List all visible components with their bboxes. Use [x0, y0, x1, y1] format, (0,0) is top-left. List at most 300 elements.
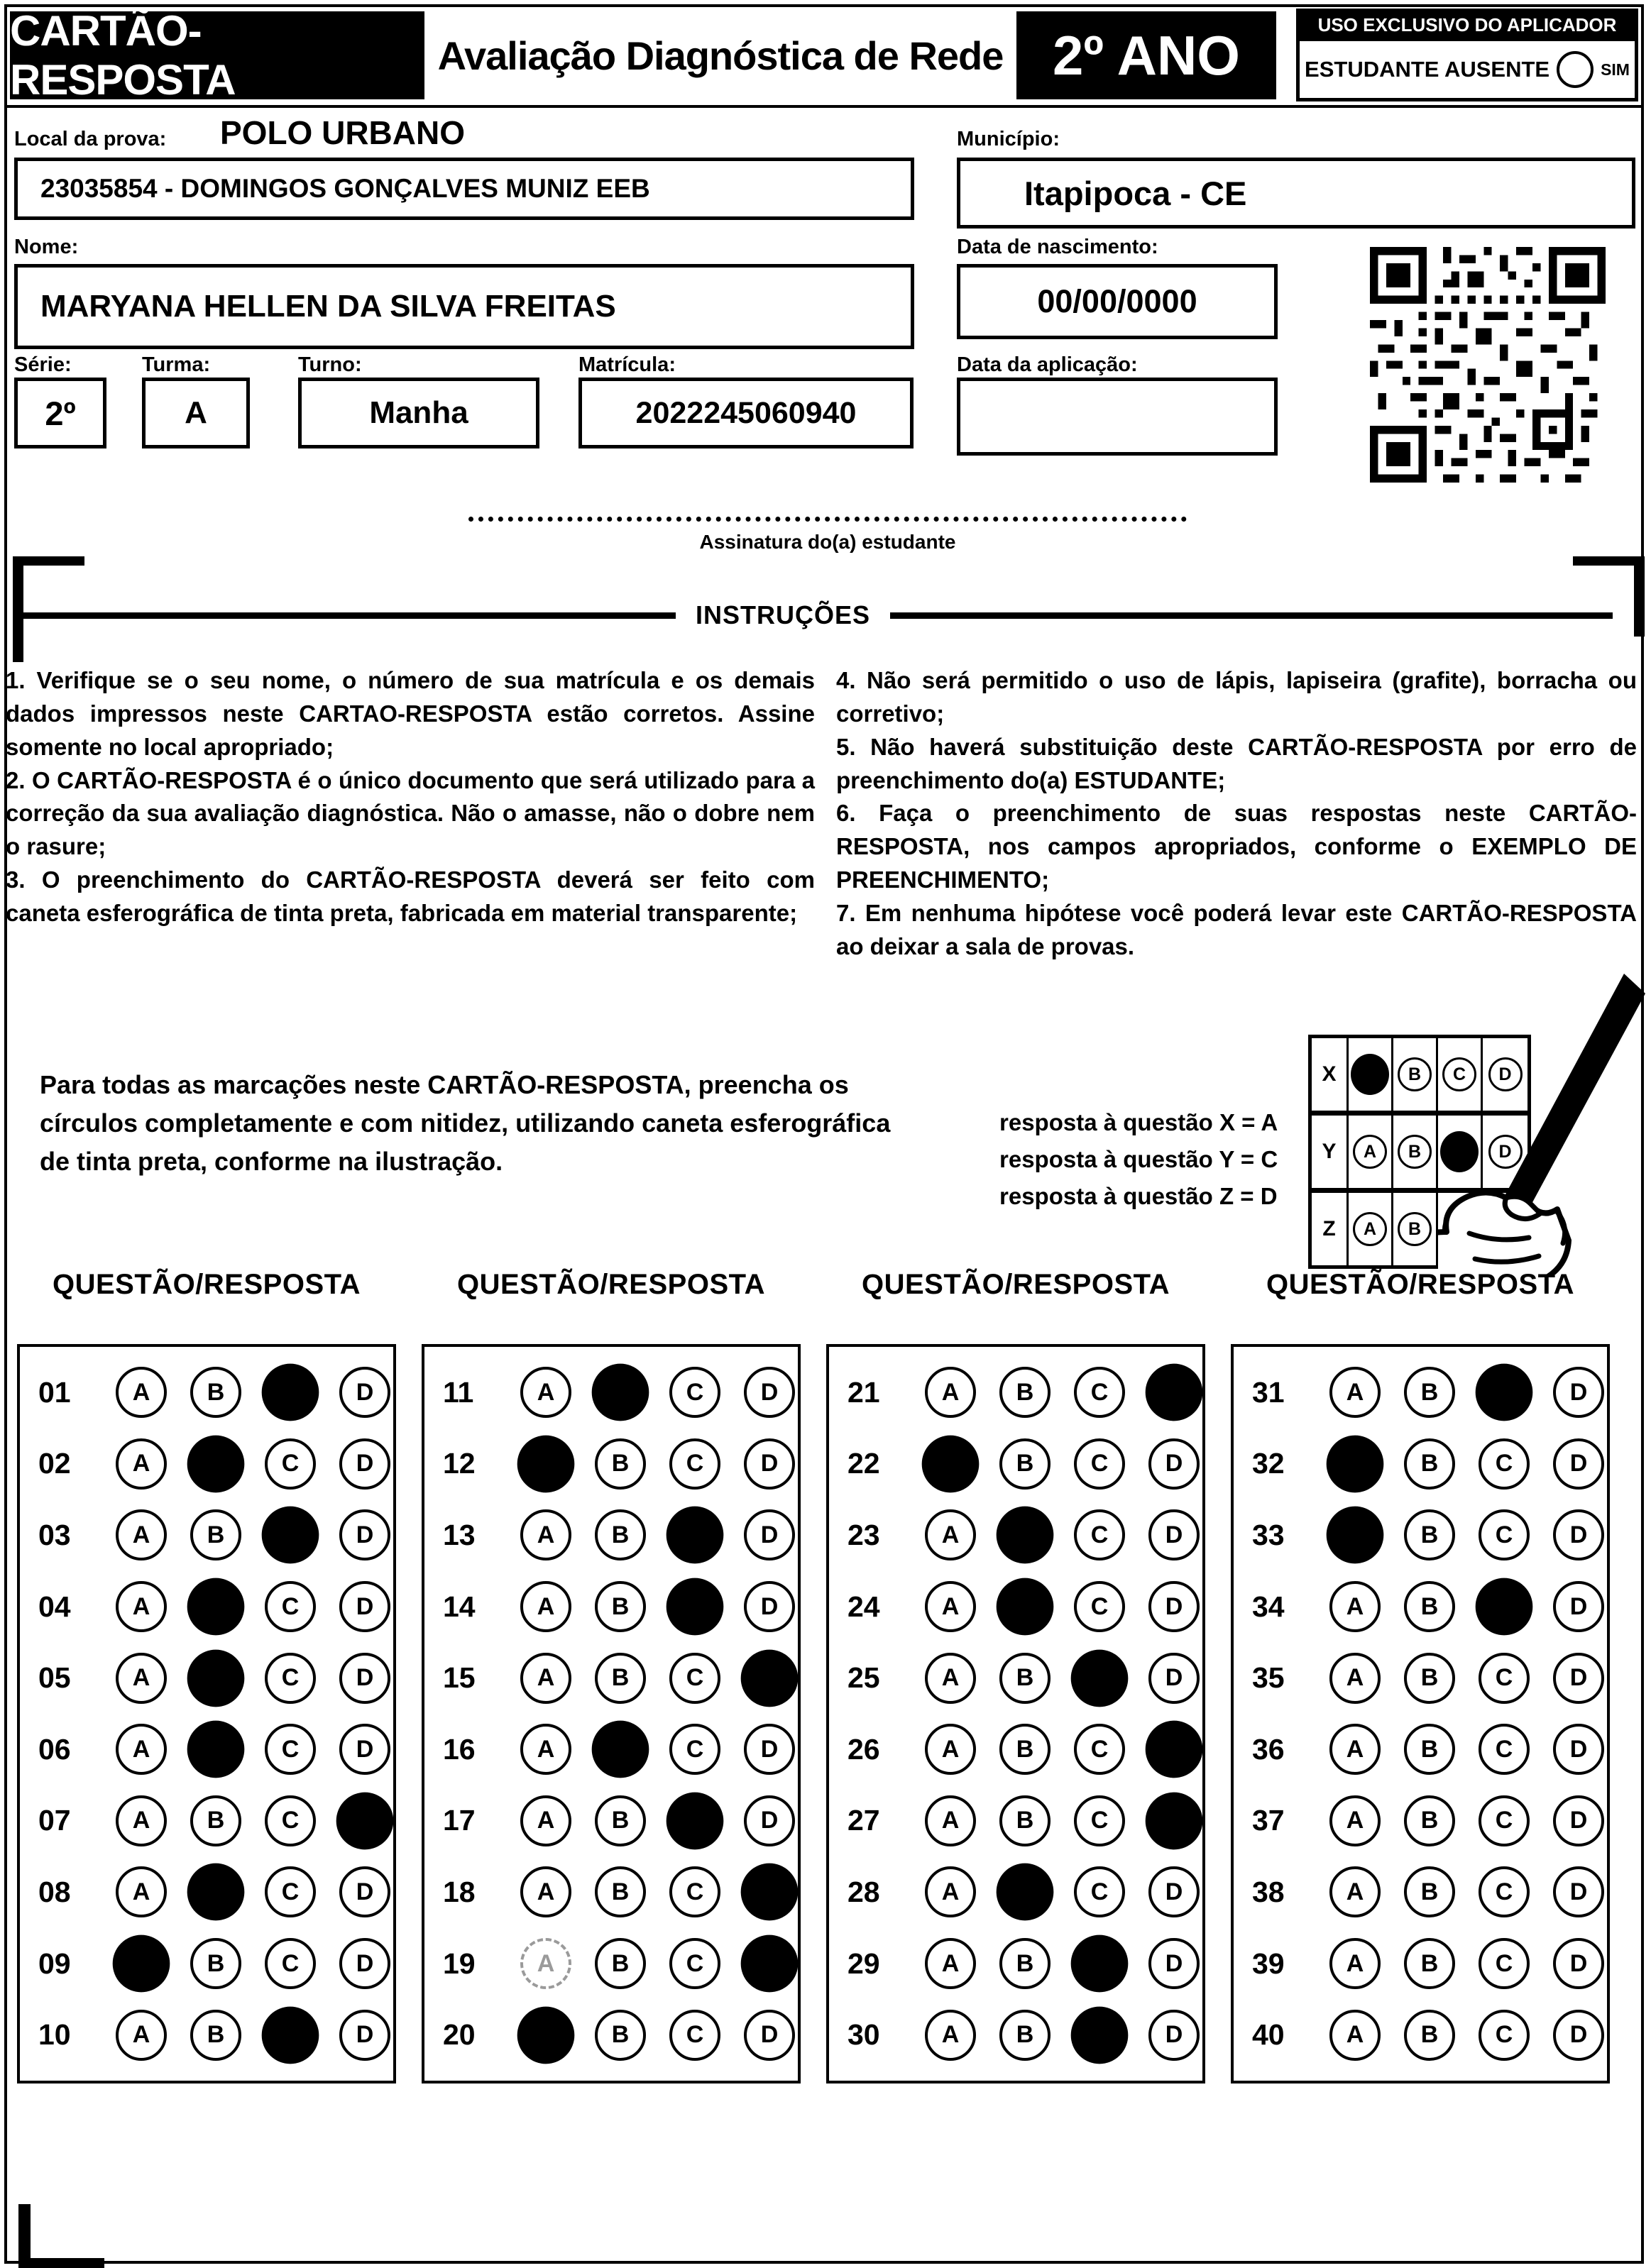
bubble-q20-d[interactable]: D: [744, 2010, 795, 2061]
bubble-q34-b[interactable]: B: [1404, 1581, 1455, 1632]
bubble-q19-a[interactable]: A: [520, 1938, 571, 1989]
bubble-q13-c[interactable]: [667, 1507, 724, 1564]
answer-row-34: [1234, 1581, 1607, 1632]
bubble-q23-a[interactable]: A: [925, 1509, 976, 1560]
bubble-q29-c[interactable]: [1071, 1935, 1129, 1993]
bubble-q24-a[interactable]: A: [925, 1581, 976, 1632]
example-bubble-x-a: [1351, 1054, 1389, 1095]
question-number: 01: [38, 1375, 71, 1409]
instruction-item: 5. Não haverá substituição deste CARTÃO-RESPOSTA por erro de preenchimento do(a) ESTUDANTE;: [836, 733, 1637, 793]
question-number: 31: [1252, 1375, 1285, 1409]
answer-grid-box: [1231, 1344, 1610, 2083]
bubble-q23-c[interactable]: C: [1074, 1509, 1125, 1560]
bubble-q20-a[interactable]: [517, 2006, 575, 2064]
answer-row-24: [829, 1581, 1202, 1632]
bubble-q07-a[interactable]: A: [116, 1795, 167, 1846]
application-date-field: [957, 378, 1278, 456]
answer-row-35: [1234, 1653, 1607, 1704]
bubble-q06-c[interactable]: C: [265, 1724, 316, 1775]
question-number: 35: [1252, 1661, 1285, 1695]
bubble-q14-c[interactable]: [667, 1578, 724, 1636]
answer-row-27: [829, 1795, 1202, 1846]
bubble-q02-a[interactable]: A: [116, 1438, 167, 1490]
applicator-box-title: USO EXCLUSIVO DO APLICADOR: [1296, 9, 1638, 41]
bubble-q22-b[interactable]: B: [999, 1438, 1051, 1490]
question-number: 22: [848, 1447, 880, 1480]
bubble-q33-b[interactable]: B: [1404, 1509, 1455, 1560]
instruction-item: 3. O preenchimento do CARTÃO-RESPOSTA deverá ser feito com caneta esferográfica de tinta preta, fabricada em material transparente;: [6, 866, 815, 927]
example-paragraph: Para todas as marcações neste CARTÃO-RESPOSTA, preencha os círculos completamente e com nitidez, utilizando caneta esferográfica de tinta preta, conforme na ilustração.: [40, 1070, 891, 1176]
question-number: 29: [848, 1947, 880, 1980]
bubble-q25-a[interactable]: A: [925, 1653, 976, 1704]
question-number: 30: [848, 2018, 880, 2052]
bubble-q39-d[interactable]: D: [1553, 1938, 1604, 1989]
question-number: 18: [443, 1875, 476, 1908]
bubble-q30-b[interactable]: B: [999, 2010, 1051, 2061]
bubble-q23-b[interactable]: [997, 1507, 1054, 1564]
bubble-q02-c[interactable]: C: [265, 1438, 316, 1490]
answer-row-17: [424, 1795, 798, 1846]
instruction-item: 4. Não será permitido o uso de lápis, lapiseira (grafite), borracha ou corretivo;: [836, 667, 1637, 727]
bubble-q06-a[interactable]: A: [116, 1724, 167, 1775]
bubble-q17-a[interactable]: A: [520, 1795, 571, 1846]
bubble-q08-c[interactable]: C: [265, 1866, 316, 1917]
bubble-q03-a[interactable]: A: [116, 1509, 167, 1560]
bubble-q17-b[interactable]: B: [595, 1795, 646, 1846]
bubble-q16-a[interactable]: A: [520, 1724, 571, 1775]
instructions-rule-left: [20, 612, 676, 619]
bubble-q28-b[interactable]: [997, 1864, 1054, 1921]
bubble-q30-c[interactable]: [1071, 2006, 1129, 2064]
bubble-q40-b[interactable]: B: [1404, 2010, 1455, 2061]
questao-resposta-header: QUESTÃO/RESPOSTA: [1266, 1269, 1574, 1300]
bubble-q28-a[interactable]: A: [925, 1866, 976, 1917]
answer-row-30: [829, 2010, 1202, 2061]
bubble-q26-b[interactable]: B: [999, 1724, 1051, 1775]
questao-resposta-header: QUESTÃO/RESPOSTA: [862, 1269, 1170, 1300]
bubble-q06-d[interactable]: D: [339, 1724, 390, 1775]
bubble-q18-c[interactable]: C: [669, 1866, 720, 1917]
bubble-q18-a[interactable]: A: [520, 1866, 571, 1917]
bubble-q25-b[interactable]: B: [999, 1653, 1051, 1704]
answer-row-10: [20, 2010, 393, 2061]
legend-line: resposta à questão Z = D: [999, 1183, 1278, 1210]
bubble-q37-c[interactable]: C: [1479, 1795, 1530, 1846]
bubble-q35-b[interactable]: B: [1404, 1653, 1455, 1704]
bubble-q05-b[interactable]: [187, 1649, 245, 1707]
turma-label: Turma:: [142, 353, 211, 376]
instruction-item: 7. Em nenhuma hipótese você poderá levar este CARTÃO-RESPOSTA ao deixar a sala de provas.: [836, 900, 1637, 959]
applicator-box-body: [1296, 41, 1638, 101]
municipio-field: Itapipoca - CE: [957, 158, 1635, 229]
bubble-q29-a[interactable]: A: [925, 1938, 976, 1989]
bubble-q12-a[interactable]: [517, 1436, 575, 1493]
bubble-q22-a[interactable]: [922, 1436, 980, 1493]
answer-row-14: [424, 1581, 798, 1632]
bubble-q25-c[interactable]: [1071, 1649, 1129, 1707]
grade-badge: 2º ANO: [1016, 11, 1276, 99]
example-bubble-x-c: C: [1442, 1057, 1476, 1091]
bubble-q10-c[interactable]: [262, 2006, 319, 2064]
bubble-q17-d[interactable]: D: [744, 1795, 795, 1846]
bubble-q36-a[interactable]: A: [1329, 1724, 1381, 1775]
bubble-q13-b[interactable]: B: [595, 1509, 646, 1560]
bubble-q39-b[interactable]: B: [1404, 1938, 1455, 1989]
question-number: 15: [443, 1661, 476, 1695]
question-number: 38: [1252, 1875, 1285, 1908]
turma-field: A: [142, 378, 250, 448]
bubble-q04-d[interactable]: D: [339, 1581, 390, 1632]
question-number: 24: [848, 1590, 880, 1623]
bubble-q09-c[interactable]: C: [265, 1938, 316, 1989]
question-number: 17: [443, 1804, 476, 1837]
question-number: 05: [38, 1661, 71, 1695]
question-number: 39: [1252, 1947, 1285, 1980]
bubble-q32-c[interactable]: C: [1479, 1438, 1530, 1490]
bubble-q36-c[interactable]: C: [1479, 1724, 1530, 1775]
example-cell: [1393, 1193, 1438, 1265]
bubble-q38-c[interactable]: C: [1479, 1866, 1530, 1917]
serie-label: Série:: [14, 353, 72, 376]
answer-grid-box: [422, 1344, 801, 2083]
bubble-q02-d[interactable]: D: [339, 1438, 390, 1490]
question-number: 28: [848, 1875, 880, 1908]
birthdate-field: 00/00/0000: [957, 264, 1278, 339]
bubble-q38-a[interactable]: A: [1329, 1866, 1381, 1917]
bubble-q03-c[interactable]: [262, 1507, 319, 1564]
answer-column-3: [826, 1269, 1205, 2083]
instructions-column-left: [6, 664, 815, 930]
answer-row-09: [20, 1938, 393, 1989]
answer-row-12: [424, 1438, 798, 1490]
bubble-q38-b[interactable]: B: [1404, 1866, 1455, 1917]
bubble-q11-a[interactable]: A: [520, 1367, 571, 1418]
bubble-q10-d[interactable]: D: [339, 2010, 390, 2061]
bubble-q12-c[interactable]: C: [669, 1438, 720, 1490]
bubble-q28-c[interactable]: C: [1074, 1866, 1125, 1917]
assessment-title: Avaliação Diagnóstica de Rede: [424, 11, 1016, 99]
bubble-q12-d[interactable]: D: [744, 1438, 795, 1490]
bubble-q01-c[interactable]: [262, 1364, 319, 1421]
bubble-q34-a[interactable]: A: [1329, 1581, 1381, 1632]
question-number: 25: [848, 1661, 880, 1695]
example-bubble-z-a: A: [1353, 1212, 1387, 1246]
bubble-q19-c[interactable]: C: [669, 1938, 720, 1989]
answer-row-29: [829, 1938, 1202, 1989]
bubble-q21-c[interactable]: C: [1074, 1367, 1125, 1418]
bubble-q19-b[interactable]: B: [595, 1938, 646, 1989]
question-number: 36: [1252, 1732, 1285, 1766]
matricula-label: Matrícula:: [578, 353, 676, 376]
bubble-q04-b[interactable]: [187, 1578, 245, 1636]
instruction-item: 2. O CARTÃO-RESPOSTA é o único documento que será utilizado para a correção da sua avaliação diagnóstica. Não o amasse, não o dobre nem o rasure;: [6, 766, 815, 860]
matricula-field: 2022245060940: [578, 378, 914, 448]
bubble-q04-c[interactable]: C: [265, 1581, 316, 1632]
answer-row-37: [1234, 1795, 1607, 1846]
bubble-q27-b[interactable]: B: [999, 1795, 1051, 1846]
bubble-q24-c[interactable]: C: [1074, 1581, 1125, 1632]
bubble-q01-a[interactable]: A: [116, 1367, 167, 1418]
answer-row-39: [1234, 1938, 1607, 1989]
bubble-q13-d[interactable]: D: [744, 1509, 795, 1560]
bubble-q26-a[interactable]: A: [925, 1724, 976, 1775]
question-number: 21: [848, 1375, 880, 1409]
bubble-q23-d[interactable]: D: [1148, 1509, 1200, 1560]
example-row-label: Y: [1312, 1116, 1349, 1188]
bubble-q26-c[interactable]: C: [1074, 1724, 1125, 1775]
bubble-q30-d[interactable]: D: [1148, 2010, 1200, 2061]
question-number: 02: [38, 1447, 71, 1480]
question-number: 23: [848, 1518, 880, 1551]
bubble-q12-b[interactable]: B: [595, 1438, 646, 1490]
bubble-q31-d[interactable]: D: [1553, 1367, 1604, 1418]
signature-label: Assinatura do(a) estudante: [699, 531, 956, 553]
bubble-q35-c[interactable]: C: [1479, 1653, 1530, 1704]
bubble-q38-d[interactable]: D: [1553, 1866, 1604, 1917]
bubble-q08-d[interactable]: D: [339, 1866, 390, 1917]
bubble-q09-b[interactable]: B: [190, 1938, 241, 1989]
bubble-q37-b[interactable]: B: [1404, 1795, 1455, 1846]
bubble-q07-d[interactable]: [336, 1793, 394, 1850]
bubble-q35-d[interactable]: D: [1553, 1653, 1604, 1704]
bubble-q20-c[interactable]: C: [669, 2010, 720, 2061]
student-absent-bubble[interactable]: [1557, 51, 1594, 88]
bubble-q33-d[interactable]: D: [1553, 1509, 1604, 1560]
bubble-q09-d[interactable]: D: [339, 1938, 390, 1989]
example-cell: [1349, 1116, 1393, 1188]
bubble-q40-c[interactable]: C: [1479, 2010, 1530, 2061]
bubble-q33-a[interactable]: [1327, 1507, 1384, 1564]
bubble-q16-c[interactable]: C: [669, 1724, 720, 1775]
bubble-q27-a[interactable]: A: [925, 1795, 976, 1846]
question-number: 08: [38, 1875, 71, 1908]
instruction-item: 6. Faça o preenchimento de suas respostas neste CARTÃO-RESPOSTA, nos campos apropriados, conforme o EXEMPLO DE PREENCHIMENTO;: [836, 800, 1637, 893]
bubble-q35-a[interactable]: A: [1329, 1653, 1381, 1704]
question-number: 40: [1252, 2018, 1285, 2052]
bubble-q15-c[interactable]: C: [669, 1653, 720, 1704]
bubble-q31-c[interactable]: [1476, 1364, 1533, 1421]
answer-row-08: [20, 1866, 393, 1917]
bubble-q18-b[interactable]: B: [595, 1866, 646, 1917]
local-da-prova-label: Local da prova:: [14, 128, 167, 150]
data-aplicacao-label: Data da aplicação:: [957, 353, 1138, 376]
bubble-q11-d[interactable]: D: [744, 1367, 795, 1418]
example-bubble-y-a: A: [1353, 1135, 1387, 1169]
question-number: 20: [443, 2018, 476, 2052]
bubble-q15-d[interactable]: [741, 1649, 799, 1707]
bubble-q33-c[interactable]: C: [1479, 1509, 1530, 1560]
page-title: CARTÃO-RESPOSTA: [10, 11, 424, 99]
question-number: 09: [38, 1947, 71, 1980]
question-number: 16: [443, 1732, 476, 1766]
question-number: 26: [848, 1732, 880, 1766]
bubble-q14-b[interactable]: B: [595, 1581, 646, 1632]
answer-row-05: [20, 1653, 393, 1704]
question-number: 07: [38, 1804, 71, 1837]
answer-row-20: [424, 2010, 798, 2061]
answer-row-38: [1234, 1866, 1607, 1917]
bubble-q36-b[interactable]: B: [1404, 1724, 1455, 1775]
bubble-q02-b[interactable]: [187, 1436, 245, 1493]
serie-field: 2º: [14, 378, 106, 448]
bubble-q29-d[interactable]: D: [1148, 1938, 1200, 1989]
example-bubble-x-d: D: [1488, 1057, 1523, 1091]
bubble-q29-b[interactable]: B: [999, 1938, 1051, 1989]
bubble-q07-b[interactable]: B: [190, 1795, 241, 1846]
instructions-header: [20, 600, 1613, 630]
answer-row-13: [424, 1509, 798, 1560]
questao-resposta-header: QUESTÃO/RESPOSTA: [457, 1269, 765, 1300]
bubble-q15-a[interactable]: A: [520, 1653, 571, 1704]
bubble-q26-d[interactable]: [1146, 1721, 1203, 1778]
bubble-q08-a[interactable]: A: [116, 1866, 167, 1917]
registration-mark-bottom-left: [18, 2204, 104, 2268]
bubble-q03-d[interactable]: D: [339, 1509, 390, 1560]
bubble-q16-b[interactable]: [592, 1721, 649, 1778]
bubble-q34-d[interactable]: D: [1553, 1581, 1604, 1632]
bubble-q32-a[interactable]: [1327, 1436, 1384, 1493]
bubble-q07-c[interactable]: C: [265, 1795, 316, 1846]
bubble-q09-a[interactable]: [113, 1935, 170, 1993]
bubble-q18-d[interactable]: [741, 1864, 799, 1921]
answer-row-22: [829, 1438, 1202, 1490]
question-number: 11: [443, 1375, 474, 1409]
bubble-q37-a[interactable]: A: [1329, 1795, 1381, 1846]
answer-row-32: [1234, 1438, 1607, 1490]
bubble-q37-d[interactable]: D: [1553, 1795, 1604, 1846]
bubble-q04-a[interactable]: A: [116, 1581, 167, 1632]
answer-row-04: [20, 1581, 393, 1632]
bubble-q08-b[interactable]: [187, 1864, 245, 1921]
instructions-column-right: [836, 664, 1637, 964]
example-cell: [1349, 1193, 1393, 1265]
bubble-q05-d[interactable]: D: [339, 1653, 390, 1704]
question-number: 04: [38, 1590, 71, 1623]
example-bubble-x-b: B: [1398, 1057, 1432, 1091]
question-number: 06: [38, 1732, 71, 1766]
answer-row-33: [1234, 1509, 1607, 1560]
answer-row-31: [1234, 1367, 1607, 1418]
answer-row-02: [20, 1438, 393, 1490]
header: [10, 7, 1276, 104]
bubble-q40-d[interactable]: D: [1553, 2010, 1604, 2061]
bubble-q11-b[interactable]: [592, 1364, 649, 1421]
bubble-q01-d[interactable]: D: [339, 1367, 390, 1418]
answer-grid-box: [17, 1344, 396, 2083]
bubble-q13-a[interactable]: A: [520, 1509, 571, 1560]
question-number: 10: [38, 2018, 71, 2052]
header-divider: [4, 105, 1644, 108]
question-number: 33: [1252, 1518, 1285, 1551]
bubble-q31-b[interactable]: B: [1404, 1367, 1455, 1418]
bubble-q06-b[interactable]: [187, 1721, 245, 1778]
bubble-q40-a[interactable]: A: [1329, 2010, 1381, 2061]
bubble-q19-d[interactable]: [741, 1935, 799, 1993]
example-bubble-y-b: B: [1398, 1135, 1432, 1169]
legend-line: resposta à questão Y = C: [999, 1146, 1278, 1173]
answer-row-28: [829, 1866, 1202, 1917]
bubble-q27-d[interactable]: [1146, 1793, 1203, 1850]
answer-column-1: [17, 1269, 396, 2083]
answer-row-40: [1234, 2010, 1607, 2061]
bubble-q14-d[interactable]: D: [744, 1581, 795, 1632]
student-name-field: MARYANA HELLEN DA SILVA FREITAS: [14, 264, 914, 349]
example-row-label: Z: [1312, 1193, 1349, 1265]
nome-label: Nome:: [14, 236, 79, 258]
bubble-q34-c[interactable]: [1476, 1578, 1533, 1636]
questao-resposta-header: QUESTÃO/RESPOSTA: [53, 1269, 361, 1300]
example-cell: [1393, 1038, 1438, 1111]
answer-column-4: [1231, 1269, 1610, 2083]
example-row-label: X: [1312, 1038, 1349, 1111]
bubble-q36-d[interactable]: D: [1553, 1724, 1604, 1775]
bubble-q21-b[interactable]: B: [999, 1367, 1051, 1418]
bubble-q01-b[interactable]: B: [190, 1367, 241, 1418]
example-bubble-y-d: D: [1488, 1135, 1523, 1169]
example-legend: [999, 1104, 1278, 1215]
bubble-q32-b[interactable]: B: [1404, 1438, 1455, 1490]
bubble-q31-a[interactable]: A: [1329, 1367, 1381, 1418]
bubble-q30-a[interactable]: A: [925, 2010, 976, 2061]
bubble-q27-c[interactable]: C: [1074, 1795, 1125, 1846]
question-number: 13: [443, 1518, 476, 1551]
turno-field: Manha: [298, 378, 539, 448]
bubble-q39-a[interactable]: A: [1329, 1938, 1381, 1989]
turno-label: Turno:: [298, 353, 362, 376]
bubble-q24-b[interactable]: [997, 1578, 1054, 1636]
bubble-q05-a[interactable]: A: [116, 1653, 167, 1704]
answer-row-03: [20, 1509, 393, 1560]
bubble-q22-d[interactable]: D: [1148, 1438, 1200, 1490]
bubble-q22-c[interactable]: C: [1074, 1438, 1125, 1490]
answer-row-19: [424, 1938, 798, 1989]
bubble-q20-b[interactable]: B: [595, 2010, 646, 2061]
bubble-q39-c[interactable]: C: [1479, 1938, 1530, 1989]
bubble-q17-c[interactable]: [667, 1793, 724, 1850]
answer-row-21: [829, 1367, 1202, 1418]
answer-row-01: [20, 1367, 393, 1418]
bubble-q16-d[interactable]: D: [744, 1724, 795, 1775]
bubble-q03-b[interactable]: B: [190, 1509, 241, 1560]
bubble-q11-c[interactable]: C: [669, 1367, 720, 1418]
bubble-q24-d[interactable]: D: [1148, 1581, 1200, 1632]
bubble-q32-d[interactable]: D: [1553, 1438, 1604, 1490]
question-number: 32: [1252, 1447, 1285, 1480]
bubble-q15-b[interactable]: B: [595, 1653, 646, 1704]
bubble-q14-a[interactable]: A: [520, 1581, 571, 1632]
signature-line[interactable]: [468, 517, 1187, 522]
student-absent-label: ESTUDANTE AUSENTE: [1305, 57, 1550, 82]
question-number: 27: [848, 1804, 880, 1837]
question-number: 37: [1252, 1804, 1285, 1837]
example-cell: [1393, 1116, 1438, 1188]
bubble-q25-d[interactable]: D: [1148, 1653, 1200, 1704]
local-da-prova-value: POLO URBANO: [220, 114, 465, 151]
answer-row-07: [20, 1795, 393, 1846]
bubble-q28-d[interactable]: D: [1148, 1866, 1200, 1917]
question-number: 34: [1252, 1590, 1285, 1623]
answer-row-36: [1234, 1724, 1607, 1775]
bubble-q10-b[interactable]: B: [190, 2010, 241, 2061]
bubble-q21-d[interactable]: [1146, 1364, 1203, 1421]
bubble-q10-a[interactable]: A: [116, 2010, 167, 2061]
answer-row-25: [829, 1653, 1202, 1704]
answer-row-16: [424, 1724, 798, 1775]
bubble-q05-c[interactable]: C: [265, 1653, 316, 1704]
answer-row-26: [829, 1724, 1202, 1775]
bubble-q21-a[interactable]: A: [925, 1367, 976, 1418]
municipio-label: Município:: [957, 128, 1060, 150]
